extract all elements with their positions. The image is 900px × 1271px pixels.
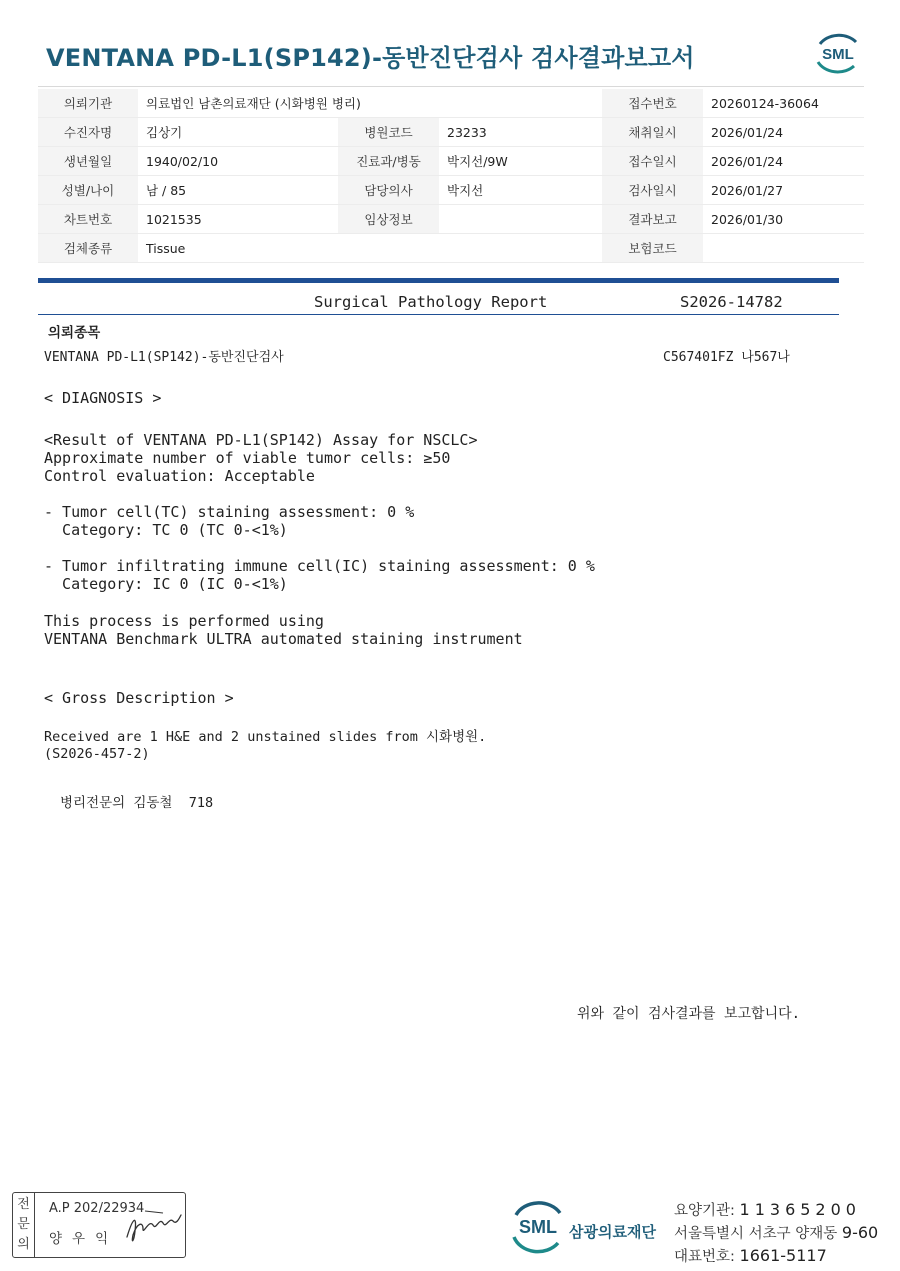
chart-label: 차트번호	[38, 205, 138, 234]
report-title: VENTANA PD-L1(SP142)-동반진단검사 검사결과보고서	[46, 44, 695, 72]
insurance-value	[703, 234, 864, 263]
ic-category: Category: IC 0 (IC 0-<1%)	[44, 575, 288, 593]
report-number: S2026-14782	[680, 293, 783, 311]
receipt-no-label: 접수번호	[602, 89, 703, 118]
stamp-side-char: 문	[17, 1217, 30, 1232]
institution-number: 11365200	[739, 1200, 861, 1219]
result-title: <Result of VENTANA PD-L1(SP142) Assay for NSCLC>	[44, 431, 478, 449]
collect-date-label: 채취일시	[602, 118, 703, 147]
foundation-name: 삼광의료재단	[569, 1223, 656, 1241]
insurance-label: 보험코드	[602, 234, 703, 263]
clinical-value	[439, 205, 602, 234]
hospital-code-label: 병원코드	[338, 118, 439, 147]
report-date-value: 2026/01/30	[703, 205, 864, 234]
institution-value: 의료법인 남촌의료재단 (시화병원 병리)	[138, 89, 602, 118]
address-number: 9-60	[841, 1223, 879, 1242]
info-row	[38, 234, 864, 263]
specimen-label: 검체종류	[38, 234, 138, 263]
gross-line-1: Received are 1 H&E and 2 unstained slides from 시화병원.	[44, 729, 487, 745]
birth-label: 생년월일	[38, 147, 138, 176]
test-date-label: 검사일시	[602, 176, 703, 205]
sml-logo-bottom-text: SML	[519, 1217, 557, 1237]
closing-statement: 위와 같이 검사결과를 보고합니다.	[577, 1006, 801, 1022]
pathologist-line: 병리전문의 김동철 718	[60, 795, 214, 811]
doctor-label: 담당의사	[338, 176, 439, 205]
diagnosis-heading: < DIAGNOSIS >	[44, 389, 162, 407]
report-divider	[38, 314, 839, 315]
stamp-side-label	[13, 1193, 35, 1257]
collect-date-value: 2026/01/24	[703, 118, 864, 147]
sex-age-value: 남 / 85	[138, 176, 338, 205]
clinical-label: 임상정보	[338, 205, 439, 234]
info-row	[38, 176, 864, 205]
stamp-side-char: 전	[17, 1197, 30, 1212]
viable-cells: Approximate number of viable tumor cells: ≥50	[44, 449, 451, 467]
pathologist-stamp	[12, 1192, 186, 1258]
process-line-2: VENTANA Benchmark ULTRA automated staining instrument	[44, 630, 523, 648]
address-line	[674, 1222, 878, 1243]
institution-number-label: 요양기관:	[674, 1203, 735, 1219]
phone-line	[674, 1245, 827, 1266]
info-row	[38, 89, 864, 118]
test-date-value: 2026/01/27	[703, 176, 864, 205]
receipt-date-value: 2026/01/24	[703, 147, 864, 176]
sml-logo-top	[812, 30, 864, 76]
phone-label: 대표번호:	[674, 1249, 735, 1265]
stamp-license-number: A.P 202/22934	[49, 1201, 145, 1216]
patient-info-table	[38, 89, 864, 263]
gross-heading: < Gross Description >	[44, 689, 234, 707]
info-row	[38, 118, 864, 147]
signature-mark	[123, 1207, 185, 1247]
tc-assessment: - Tumor cell(TC) staining assessment: 0 %	[44, 503, 415, 521]
report-type-title: Surgical Pathology Report	[314, 293, 548, 311]
ic-assessment: - Tumor infiltrating immune cell(IC) staining assessment: 0 %	[44, 557, 595, 575]
patient-label: 수진자명	[38, 118, 138, 147]
sml-logo-bottom	[508, 1199, 568, 1255]
sml-logo-top-text: SML	[822, 46, 854, 63]
receipt-no-value: 20260124-36064	[703, 89, 864, 118]
title-divider	[38, 86, 864, 87]
birth-value: 1940/02/10	[138, 147, 338, 176]
patient-value: 김상기	[138, 118, 338, 147]
report-top-bar	[38, 278, 839, 283]
request-label: 의뢰종목	[48, 325, 101, 341]
address-text: 서울특별시 서초구 양재동	[674, 1226, 838, 1242]
hospital-code-value: 23233	[439, 118, 602, 147]
dept-value: 박지선/9W	[439, 147, 602, 176]
stamp-pathologist-name: 양우익	[49, 1231, 119, 1247]
process-line-1: This process is performed using	[44, 612, 324, 630]
control-evaluation: Control evaluation: Acceptable	[44, 467, 315, 485]
info-row	[38, 205, 864, 234]
request-code: C567401FZ 나567나	[663, 350, 790, 365]
request-name: VENTANA PD-L1(SP142)-동반진단검사	[44, 350, 284, 365]
dept-label: 진료과/병동	[338, 147, 439, 176]
doctor-value: 박지선	[439, 176, 602, 205]
gross-line-2: (S2026-457-2)	[44, 746, 150, 762]
report-date-label: 결과보고	[602, 205, 703, 234]
stamp-side-char: 의	[17, 1237, 30, 1252]
specimen-value: Tissue	[138, 234, 602, 263]
institution-label: 의뢰기관	[38, 89, 138, 118]
institution-number-line	[674, 1199, 861, 1220]
tc-category: Category: TC 0 (TC 0-<1%)	[44, 521, 288, 539]
info-row	[38, 147, 864, 176]
receipt-date-label: 접수일시	[602, 147, 703, 176]
chart-value: 1021535	[138, 205, 338, 234]
phone-number: 1661-5117	[739, 1246, 827, 1265]
sex-age-label: 성별/나이	[38, 176, 138, 205]
